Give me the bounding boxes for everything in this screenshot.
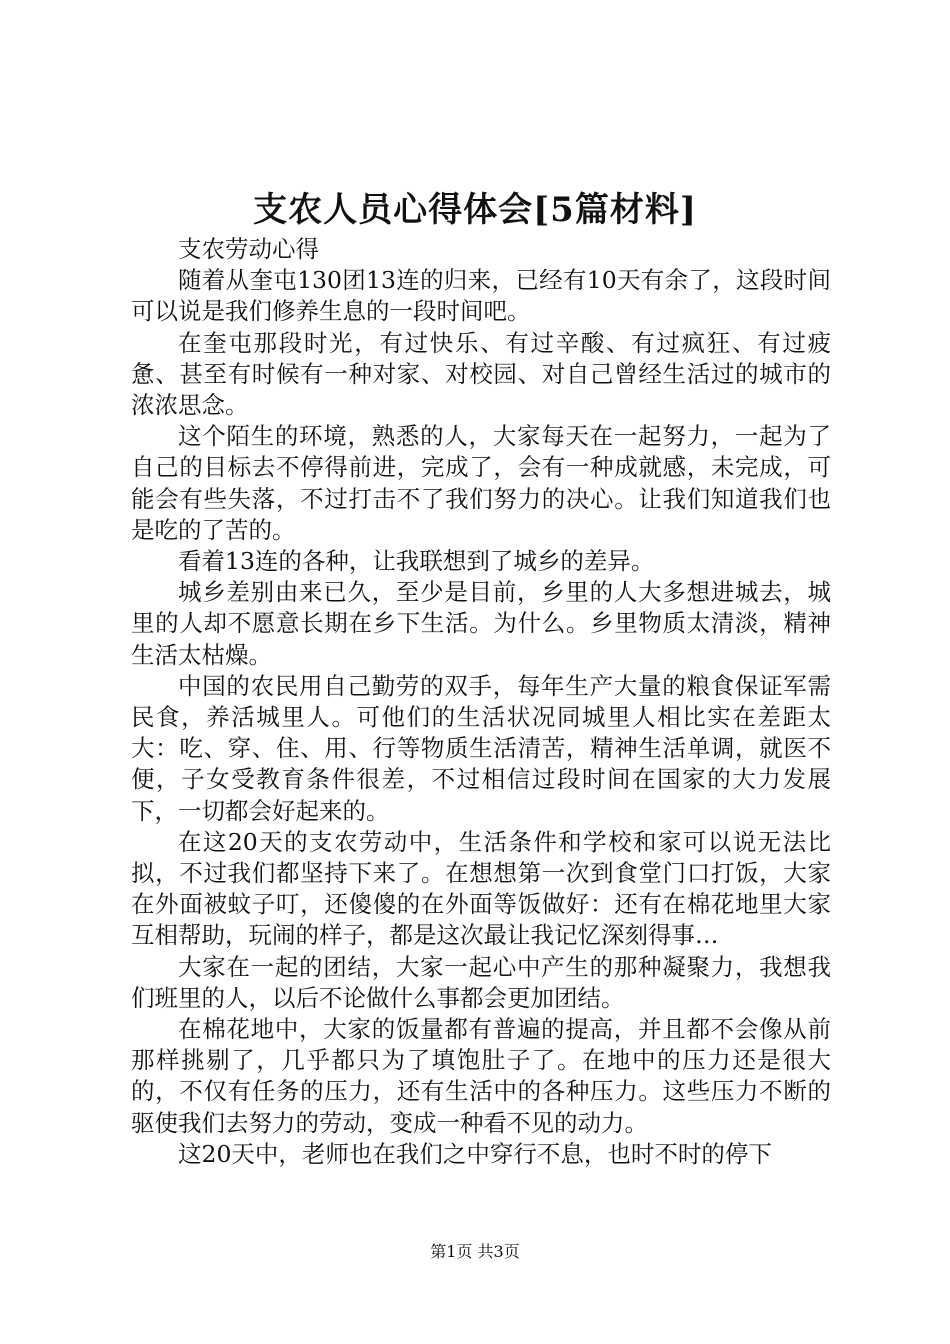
- paragraph: 随着从奎屯130团13连的归来，已经有10天有余了，这段时间可以说是我们修养生息的一段时间吧。: [131, 266, 831, 326]
- paragraph: 在奎屯那段时光，有过快乐、有过辛酸、有过疯狂、有过疲惫、甚至有时候有一种对家、对校园、对自己曾经生活过的城市的浓浓思念。: [131, 328, 831, 420]
- paragraph: 支农劳动心得: [178, 235, 319, 263]
- paragraph: 大家在一起的团结，大家一起心中产生的那种凝聚力，我想我们班里的人，以后不论做什么事都会更加团结。: [131, 952, 831, 1012]
- document-body: [131, 234, 831, 1170]
- paragraph: 看着13连的各种，让我联想到了城乡的差异。: [178, 547, 655, 576]
- document-title: 支农人员心得体会[5篇材料]: [253, 190, 697, 230]
- paragraph: 城乡差别由来已久，至少是目前，乡里的人大多想进城去，城里的人却不愿意长期在乡下生活。为什么。乡里物质太清淡，精神生活太枯燥。: [131, 578, 831, 669]
- paragraph: 在这20天的支农劳动中，生活条件和学校和家可以说无法比拟，不过我们都坚持下来了。在想想第一次到食堂门口打饭，大家在外面被蚊子叮，还傻傻的在外面等饭做好：还有在棉花地里大家互相帮助，玩闹的样子，都是这次最让我记忆深刻得事…: [131, 827, 831, 950]
- paragraph: 在棉花地中，大家的饭量都有普遍的提高，并且都不会像从前那样挑剔了，几乎都只为了填饱肚子了。在地中的压力还是很大的，不仅有任务的压力，还有生活中的各种压力。这些压力不断的驱使我们去努力的劳动，变成一种看不见的动力。: [131, 1015, 831, 1137]
- paragraph: 这个陌生的环境，熟悉的人，大家每天在一起努力，一起为了自己的目标去不停得前进，完成了，会有一种成就感，未完成，可能会有些失落，不过打击不了我们努力的决心。让我们知道我们也是吃的了苦的。: [131, 422, 831, 544]
- page-footer: 第1页 共3页: [430, 1242, 520, 1261]
- paragraph: 中国的农民用自己勤劳的双手，每年生产大量的粮食保证军需民食，养活城里人。可他们的生活状况同城里人相比实在差距太大：吃、穿、住、用、行等物质生活清苦，精神生活单调，就医不便，子女受教育条件很差，不过相信过段时间在国家的大力发展下，一切都会好起来的。: [131, 671, 831, 825]
- paragraph: 这20天中，老师也在我们之中穿行不息，也时不时的停下: [178, 1139, 772, 1168]
